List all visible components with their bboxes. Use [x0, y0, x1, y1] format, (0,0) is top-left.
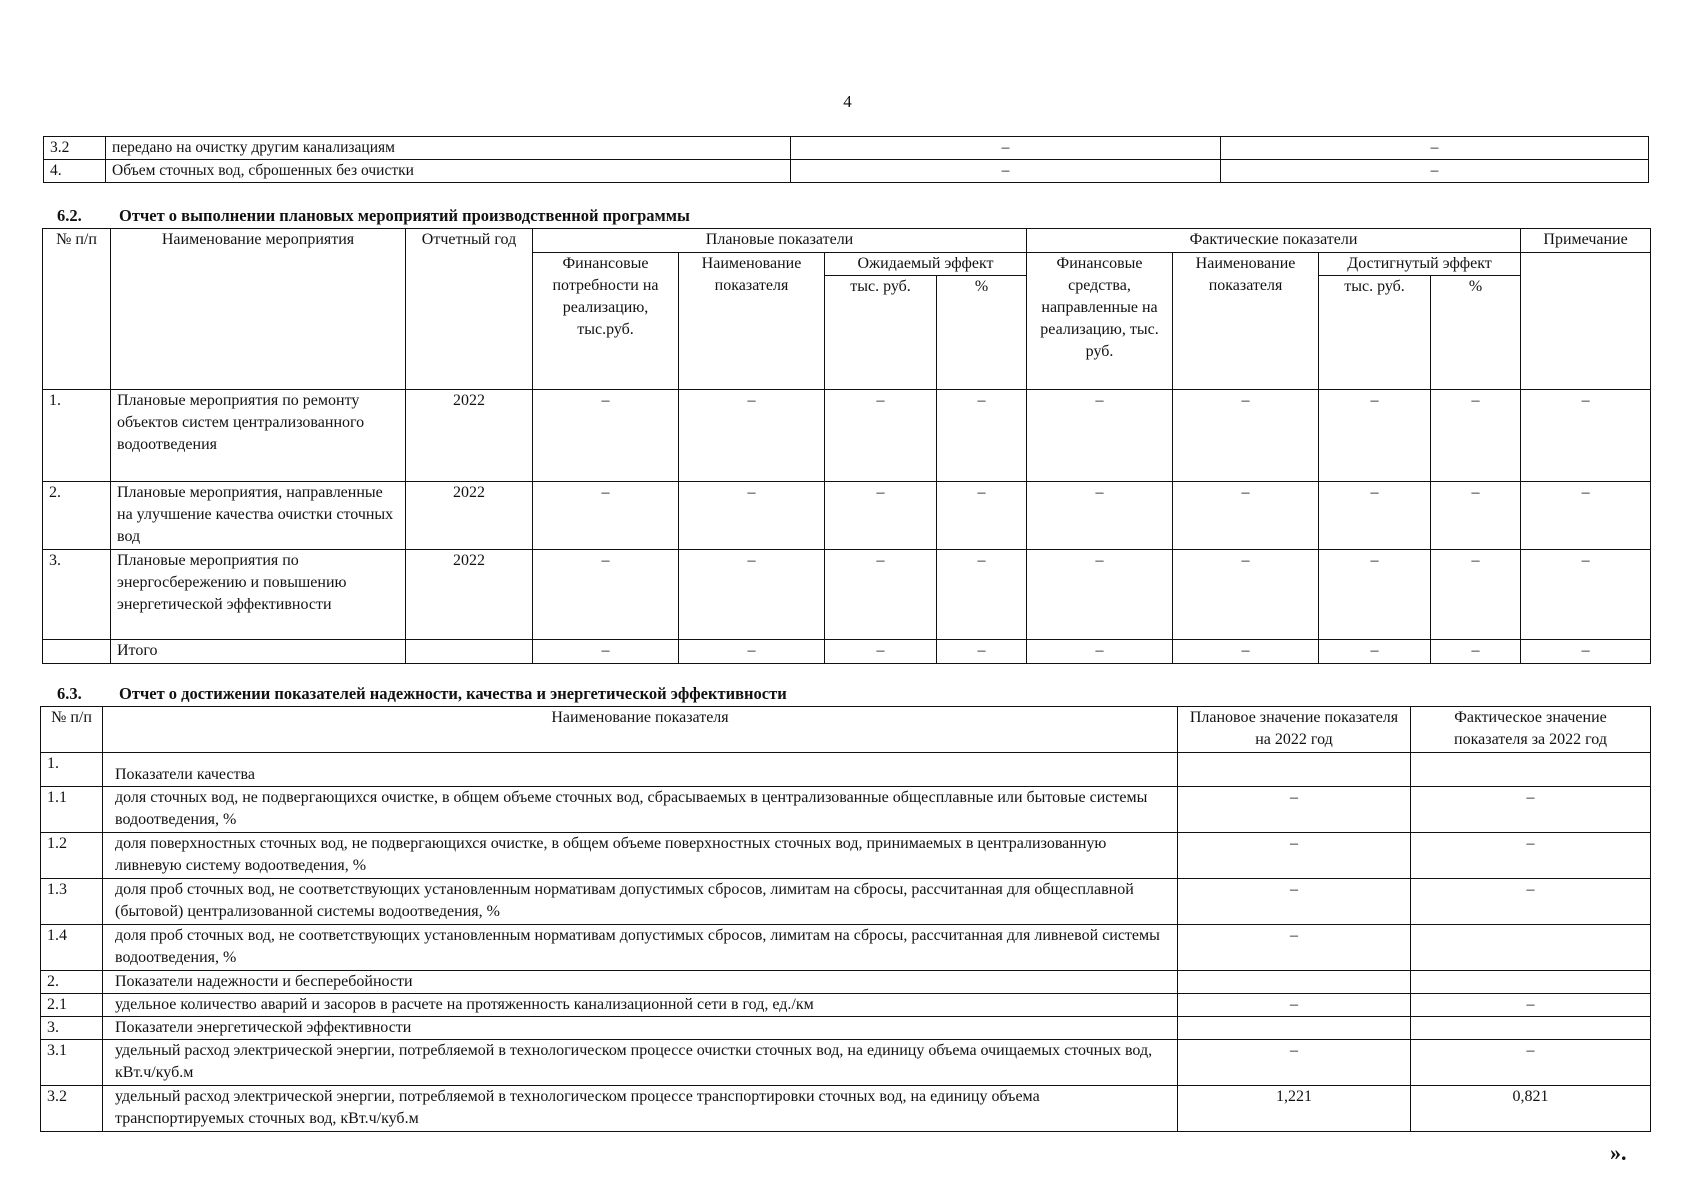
- row-plan: –: [1178, 879, 1411, 925]
- cell: –: [1173, 640, 1319, 664]
- cell: –: [937, 390, 1027, 482]
- cell: –: [533, 550, 679, 640]
- cell: –: [1173, 550, 1319, 640]
- cell: –: [679, 390, 825, 482]
- row-name: Объем сточных вод, сброшенных без очистки: [106, 160, 791, 183]
- table-row: [41, 994, 1651, 1017]
- cell: –: [937, 640, 1027, 664]
- section-title-text: Отчет о выполнении плановых мероприятий производственной программы: [119, 206, 690, 225]
- cell: –: [1027, 390, 1173, 482]
- cell: –: [937, 482, 1027, 550]
- row-name: передано на очистку другим канализациям: [106, 137, 791, 160]
- section-6-2-title: [57, 206, 690, 226]
- cell: –: [825, 482, 937, 550]
- planned-measures-table: [42, 228, 1651, 664]
- row-number: [43, 640, 111, 664]
- section-number: 6.3.: [57, 684, 82, 703]
- table-row: [41, 925, 1651, 971]
- cell: –: [1431, 390, 1521, 482]
- table-row: [41, 1086, 1651, 1132]
- cell: –: [1319, 390, 1431, 482]
- cell: –: [533, 390, 679, 482]
- row-value: –: [791, 160, 1221, 183]
- header-actual-indicator: Наименование показателя: [1173, 253, 1319, 390]
- indicators-table: [40, 706, 1651, 1132]
- cell: –: [1521, 550, 1651, 640]
- page-number: 4: [843, 92, 852, 111]
- cell: –: [1319, 482, 1431, 550]
- row-plan: [1178, 753, 1411, 787]
- header-act-rub: тыс. руб.: [1319, 276, 1431, 390]
- row-number: 3.2: [44, 137, 106, 160]
- row-year: 2022: [406, 390, 533, 482]
- cell: –: [937, 550, 1027, 640]
- row-number: 1.1: [41, 787, 103, 833]
- row-name: Плановые мероприятия по энергосбережению и повышению энергетической эффективности: [111, 550, 406, 640]
- cell: –: [1431, 640, 1521, 664]
- header-actual-financial: Финансовые средства, направленные на реализацию, тыс. руб.: [1027, 253, 1173, 390]
- header-num: № п/п: [41, 707, 103, 753]
- cell: –: [825, 640, 937, 664]
- row-plan: –: [1178, 833, 1411, 879]
- row-plan: 1,221: [1178, 1086, 1411, 1132]
- row-name: удельное количество аварий и засоров в расчете на протяженность канализационной сети в год, ед./км: [103, 994, 1178, 1017]
- table-row: [44, 160, 1649, 183]
- row-value: –: [1221, 160, 1649, 183]
- cell: –: [1431, 482, 1521, 550]
- row-number: 1.3: [41, 879, 103, 925]
- total-label: Итого: [111, 640, 406, 664]
- total-row: [43, 640, 1651, 664]
- cell: –: [1521, 390, 1651, 482]
- cell: –: [1173, 390, 1319, 482]
- table-row: [43, 482, 1651, 550]
- row-value: –: [791, 137, 1221, 160]
- cell: –: [1319, 550, 1431, 640]
- row-year: [406, 640, 533, 664]
- row-number: 1.: [43, 390, 111, 482]
- row-plan: –: [1178, 925, 1411, 971]
- header-planned: Плановые показатели: [533, 229, 1027, 253]
- row-fact: –: [1411, 994, 1651, 1017]
- header-actual: Фактические показатели: [1027, 229, 1521, 253]
- table-row: [41, 787, 1651, 833]
- section-number: 6.2.: [57, 206, 82, 225]
- cell: –: [1431, 550, 1521, 640]
- row-name: доля проб сточных вод, не соответствующих установленным нормативам допустимых сбросов, лимитам на сбросы, рассчитанная для общесплавной (бытовой) централизованной системы водоотведения, %: [103, 879, 1178, 925]
- header-plan-financial: Финансовые потребности на реализацию, тыс.руб.: [533, 253, 679, 390]
- row-number: 2.: [43, 482, 111, 550]
- row-fact: –: [1411, 833, 1651, 879]
- row-fact: –: [1411, 879, 1651, 925]
- row-number: 2.1: [41, 994, 103, 1017]
- row-fact: [1411, 971, 1651, 994]
- header-plan-rub: тыс. руб.: [825, 276, 937, 390]
- table-row: [41, 833, 1651, 879]
- row-name: доля проб сточных вод, не соответствующих установленным нормативам допустимых сбросов, лимитам на сбросы, рассчитанная для ливневой системы водоотведения, %: [103, 925, 1178, 971]
- header-note: Примечание: [1521, 229, 1651, 253]
- row-number: 1.2: [41, 833, 103, 879]
- header-row: [41, 707, 1651, 753]
- row-number: 4.: [44, 160, 106, 183]
- cell: –: [679, 550, 825, 640]
- section-title-text: Отчет о достижении показателей надежности, качества и энергетической эффективности: [119, 684, 787, 703]
- row-plan: [1178, 971, 1411, 994]
- row-name: Плановые мероприятия по ремонту объектов систем централизованного водоотведения: [111, 390, 406, 482]
- row-value: –: [1221, 137, 1649, 160]
- row-number: 3.: [43, 550, 111, 640]
- cell: –: [1521, 640, 1651, 664]
- cell: –: [1027, 550, 1173, 640]
- row-number: 3.1: [41, 1040, 103, 1086]
- water-volume-table: [43, 136, 1649, 183]
- header-name: Наименование мероприятия: [111, 229, 406, 390]
- row-fact: [1411, 1017, 1651, 1040]
- row-fact: 0,821: [1411, 1086, 1651, 1132]
- row-name: удельный расход электрической энергии, потребляемой в технологическом процессе транспортировки сточных вод, на единицу объема транспортируемых сточных вод, кВт.ч/куб.м: [103, 1086, 1178, 1132]
- header-fact: Фактическое значение показателя за 2022 год: [1411, 707, 1651, 753]
- row-plan: [1178, 1017, 1411, 1040]
- header-note-empty: [1521, 253, 1651, 390]
- header-act-pct: %: [1431, 276, 1521, 390]
- cell: –: [1521, 482, 1651, 550]
- row-plan: –: [1178, 994, 1411, 1017]
- table-row: [43, 550, 1651, 640]
- section-6-3-title: [57, 684, 787, 704]
- table-row: [41, 879, 1651, 925]
- row-fact: –: [1411, 1040, 1651, 1086]
- header-name: Наименование показателя: [103, 707, 1178, 753]
- row-name: Показатели энергетической эффективности: [103, 1017, 1178, 1040]
- row-name: Плановые мероприятия, направленные на улучшение качества очистки сточных вод: [111, 482, 406, 550]
- cell: –: [679, 640, 825, 664]
- header-plan-indicator: Наименование показателя: [679, 253, 825, 390]
- closing-quote-mark: ».: [1610, 1140, 1627, 1165]
- cell: –: [533, 482, 679, 550]
- row-fact: [1411, 925, 1651, 971]
- row-name: удельный расход электрической энергии, потребляемой в технологическом процессе очистки сточных вод, на единицу объема очищаемых сточных вод, кВт.ч/куб.м: [103, 1040, 1178, 1086]
- cell: –: [533, 640, 679, 664]
- cell: –: [1027, 482, 1173, 550]
- table-row: [41, 753, 1651, 787]
- header-plan: Плановое значение показателя на 2022 год: [1178, 707, 1411, 753]
- header-num: № п/п: [43, 229, 111, 390]
- header-achieved-effect: Достигнутый эффект: [1319, 253, 1521, 276]
- row-plan: –: [1178, 1040, 1411, 1086]
- row-fact: [1411, 753, 1651, 787]
- row-name: Показатели надежности и бесперебойности: [103, 971, 1178, 994]
- row-fact: –: [1411, 787, 1651, 833]
- cell: –: [1027, 640, 1173, 664]
- row-name: доля поверхностных сточных вод, не подвергающихся очистке, в общем объеме поверхностных сточных вод, принимаемых в централизованную ливневую систему водоотведения, %: [103, 833, 1178, 879]
- header-year: Отчетный год: [406, 229, 533, 390]
- table-row: [41, 1017, 1651, 1040]
- table-row: [41, 971, 1651, 994]
- row-number: 2.: [41, 971, 103, 994]
- row-name: доля сточных вод, не подвергающихся очистке, в общем объеме сточных вод, сбрасываемых в централизованные общесплавные или бытовые системы водоотведения, %: [103, 787, 1178, 833]
- cell: –: [825, 550, 937, 640]
- row-year: 2022: [406, 482, 533, 550]
- cell: –: [1173, 482, 1319, 550]
- table-row: [43, 390, 1651, 482]
- header-plan-pct: %: [937, 276, 1027, 390]
- cell: –: [679, 482, 825, 550]
- table-row: [41, 1040, 1651, 1086]
- row-number: 1.4: [41, 925, 103, 971]
- cell: –: [825, 390, 937, 482]
- row-number: 1.: [41, 753, 103, 787]
- table-row: [44, 137, 1649, 160]
- row-year: 2022: [406, 550, 533, 640]
- row-number: 3.2: [41, 1086, 103, 1132]
- row-name: Показатели качества: [103, 753, 1178, 787]
- cell: –: [1319, 640, 1431, 664]
- header-expected-effect: Ожидаемый эффект: [825, 253, 1027, 276]
- row-plan: –: [1178, 787, 1411, 833]
- header-row: [43, 229, 1651, 253]
- row-number: 3.: [41, 1017, 103, 1040]
